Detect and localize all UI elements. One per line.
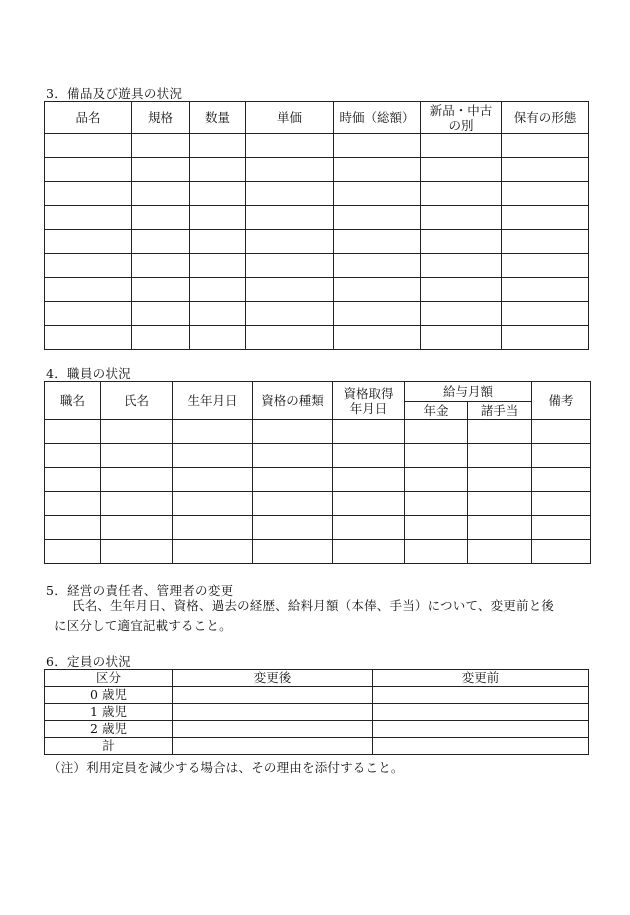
blank-row bbox=[45, 444, 591, 468]
blank-row bbox=[45, 254, 589, 278]
blank-cell bbox=[101, 516, 173, 540]
capacity-after-cell bbox=[173, 738, 373, 755]
capacity-before-cell bbox=[373, 687, 589, 704]
capacity-row bbox=[45, 687, 589, 704]
blank-cell bbox=[333, 468, 405, 492]
blank-cell bbox=[502, 182, 589, 206]
blank-cell bbox=[190, 302, 246, 326]
blank-cell bbox=[333, 492, 405, 516]
blank-cell bbox=[246, 278, 334, 302]
section3-heading: 3．備品及び遊具の状況 bbox=[46, 86, 183, 101]
blank-cell bbox=[502, 254, 589, 278]
blank-cell bbox=[421, 302, 502, 326]
capacity-after-cell bbox=[173, 721, 373, 738]
col-qualification: 資格の種類 bbox=[253, 382, 333, 420]
blank-cell bbox=[253, 492, 333, 516]
col-qualification-date bbox=[333, 382, 405, 420]
blank-cell bbox=[132, 278, 190, 302]
blank-cell bbox=[45, 540, 101, 564]
blank-cell bbox=[190, 182, 246, 206]
blank-cell bbox=[45, 158, 132, 182]
capacity-row-label: 0 歳児 bbox=[45, 687, 173, 704]
blank-cell bbox=[173, 420, 253, 444]
col-birthdate: 生年月日 bbox=[173, 382, 253, 420]
capacity-after-cell bbox=[173, 704, 373, 721]
blank-cell bbox=[334, 206, 421, 230]
blank-cell bbox=[246, 302, 334, 326]
equipment-header-row bbox=[45, 102, 589, 134]
blank-cell bbox=[190, 326, 246, 350]
blank-row bbox=[45, 278, 589, 302]
blank-row bbox=[45, 158, 589, 182]
blank-cell bbox=[405, 516, 468, 540]
blank-cell bbox=[468, 420, 532, 444]
capacity-before-cell bbox=[373, 721, 589, 738]
blank-cell bbox=[421, 134, 502, 158]
capacity-row-label: 2 歳児 bbox=[45, 721, 173, 738]
blank-cell bbox=[532, 540, 591, 564]
blank-cell bbox=[45, 254, 132, 278]
blank-cell bbox=[502, 206, 589, 230]
blank-cell bbox=[334, 182, 421, 206]
blank-cell bbox=[333, 444, 405, 468]
col-spec: 規格 bbox=[132, 102, 190, 134]
blank-row bbox=[45, 206, 589, 230]
blank-cell bbox=[45, 326, 132, 350]
blank-cell bbox=[101, 492, 173, 516]
col-before-change: 変更前 bbox=[373, 670, 589, 687]
blank-cell bbox=[532, 444, 591, 468]
blank-cell bbox=[421, 182, 502, 206]
blank-cell bbox=[502, 278, 589, 302]
blank-cell bbox=[132, 302, 190, 326]
blank-cell bbox=[502, 326, 589, 350]
col-qualification-date-label: 資格取得年月日 bbox=[343, 385, 394, 416]
col-allowances: 諸手当 bbox=[468, 402, 532, 420]
blank-cell bbox=[132, 182, 190, 206]
blank-cell bbox=[45, 206, 132, 230]
capacity-after-cell bbox=[173, 687, 373, 704]
blank-cell bbox=[468, 516, 532, 540]
blank-cell bbox=[132, 230, 190, 254]
blank-cell bbox=[253, 540, 333, 564]
col-name: 氏名 bbox=[101, 382, 173, 420]
blank-cell bbox=[101, 420, 173, 444]
blank-cell bbox=[468, 540, 532, 564]
blank-cell bbox=[132, 158, 190, 182]
blank-cell bbox=[334, 254, 421, 278]
blank-cell bbox=[502, 134, 589, 158]
blank-cell bbox=[421, 278, 502, 302]
col-after-change: 変更後 bbox=[173, 670, 373, 687]
blank-cell bbox=[45, 278, 132, 302]
blank-cell bbox=[334, 158, 421, 182]
blank-cell bbox=[253, 468, 333, 492]
blank-cell bbox=[421, 230, 502, 254]
capacity-row bbox=[45, 721, 589, 738]
blank-cell bbox=[405, 420, 468, 444]
blank-cell bbox=[468, 468, 532, 492]
section6-note: （注）利用定員を減少する場合は、その理由を添付すること。 bbox=[48, 760, 404, 775]
capacity-before-cell bbox=[373, 738, 589, 755]
capacity-total-label: 計 bbox=[45, 738, 173, 755]
blank-cell bbox=[334, 134, 421, 158]
col-monthly-salary: 給与月額 bbox=[405, 382, 532, 402]
blank-cell bbox=[45, 302, 132, 326]
blank-cell bbox=[532, 492, 591, 516]
blank-cell bbox=[246, 182, 334, 206]
blank-cell bbox=[190, 134, 246, 158]
blank-cell bbox=[101, 444, 173, 468]
col-new-used-label: 新品・中古の別 bbox=[429, 102, 493, 133]
blank-row bbox=[45, 516, 591, 540]
col-category: 区分 bbox=[45, 670, 173, 687]
blank-cell bbox=[45, 516, 101, 540]
blank-row bbox=[45, 302, 589, 326]
blank-cell bbox=[502, 302, 589, 326]
blank-row bbox=[45, 182, 589, 206]
col-quantity: 数量 bbox=[190, 102, 246, 134]
blank-cell bbox=[468, 492, 532, 516]
blank-cell bbox=[405, 540, 468, 564]
blank-cell bbox=[173, 492, 253, 516]
blank-cell bbox=[101, 540, 173, 564]
blank-cell bbox=[132, 326, 190, 350]
blank-cell bbox=[405, 468, 468, 492]
section5-line2: に区分して適宜記載すること。 bbox=[54, 618, 232, 633]
blank-cell bbox=[502, 158, 589, 182]
blank-cell bbox=[246, 326, 334, 350]
blank-cell bbox=[173, 540, 253, 564]
col-item-name: 品名 bbox=[45, 102, 132, 134]
blank-cell bbox=[334, 326, 421, 350]
capacity-before-cell bbox=[373, 704, 589, 721]
blank-cell bbox=[45, 468, 101, 492]
section4-heading: 4．職員の状況 bbox=[46, 366, 132, 381]
blank-cell bbox=[190, 278, 246, 302]
blank-cell bbox=[253, 444, 333, 468]
blank-cell bbox=[45, 134, 132, 158]
blank-cell bbox=[190, 230, 246, 254]
col-job-title: 職名 bbox=[45, 382, 101, 420]
blank-cell bbox=[190, 158, 246, 182]
blank-cell bbox=[190, 206, 246, 230]
blank-cell bbox=[246, 230, 334, 254]
blank-row bbox=[45, 230, 589, 254]
blank-cell bbox=[468, 444, 532, 468]
col-remarks: 備考 bbox=[532, 382, 591, 420]
capacity-table bbox=[44, 669, 589, 755]
blank-cell bbox=[333, 420, 405, 444]
blank-cell bbox=[45, 492, 101, 516]
blank-cell bbox=[421, 326, 502, 350]
blank-cell bbox=[132, 206, 190, 230]
blank-cell bbox=[405, 444, 468, 468]
section6-heading: 6．定員の状況 bbox=[46, 654, 132, 669]
blank-cell bbox=[132, 134, 190, 158]
blank-cell bbox=[334, 230, 421, 254]
blank-cell bbox=[173, 516, 253, 540]
capacity-header-row bbox=[45, 670, 589, 687]
blank-cell bbox=[246, 158, 334, 182]
capacity-total-row bbox=[45, 738, 589, 755]
staff-header-row-1 bbox=[45, 382, 591, 402]
capacity-row bbox=[45, 704, 589, 721]
blank-cell bbox=[246, 206, 334, 230]
col-market-value: 時価（総額） bbox=[334, 102, 421, 134]
section5-line1: 氏名、生年月日、資格、過去の経歴、給料月額（本俸、手当）について、変更前と後 bbox=[72, 598, 555, 613]
blank-row bbox=[45, 420, 591, 444]
blank-cell bbox=[45, 182, 132, 206]
blank-row bbox=[45, 468, 591, 492]
blank-row bbox=[45, 540, 591, 564]
col-new-used bbox=[421, 102, 502, 134]
blank-cell bbox=[45, 420, 101, 444]
blank-cell bbox=[421, 206, 502, 230]
blank-row bbox=[45, 134, 589, 158]
blank-cell bbox=[532, 420, 591, 444]
blank-cell bbox=[246, 134, 334, 158]
col-unit-price: 単価 bbox=[246, 102, 334, 134]
blank-cell bbox=[421, 254, 502, 278]
blank-cell bbox=[421, 158, 502, 182]
blank-cell bbox=[173, 468, 253, 492]
blank-cell bbox=[132, 254, 190, 278]
blank-cell bbox=[173, 444, 253, 468]
staff-table bbox=[44, 381, 591, 564]
blank-cell bbox=[333, 516, 405, 540]
col-ownership: 保有の形態 bbox=[502, 102, 589, 134]
blank-cell bbox=[532, 516, 591, 540]
blank-cell bbox=[334, 302, 421, 326]
capacity-row-label: 1 歳児 bbox=[45, 704, 173, 721]
blank-cell bbox=[333, 540, 405, 564]
blank-cell bbox=[190, 254, 246, 278]
blank-cell bbox=[502, 230, 589, 254]
blank-cell bbox=[334, 278, 421, 302]
blank-row bbox=[45, 326, 589, 350]
section5-heading: 5．経営の責任者、管理者の変更 bbox=[46, 583, 234, 598]
blank-cell bbox=[405, 492, 468, 516]
blank-row bbox=[45, 492, 591, 516]
col-pension: 年金 bbox=[405, 402, 468, 420]
equipment-table bbox=[44, 101, 589, 350]
blank-cell bbox=[253, 516, 333, 540]
blank-cell bbox=[246, 254, 334, 278]
blank-cell bbox=[101, 468, 173, 492]
blank-cell bbox=[45, 230, 132, 254]
blank-cell bbox=[532, 468, 591, 492]
blank-cell bbox=[253, 420, 333, 444]
blank-cell bbox=[45, 444, 101, 468]
